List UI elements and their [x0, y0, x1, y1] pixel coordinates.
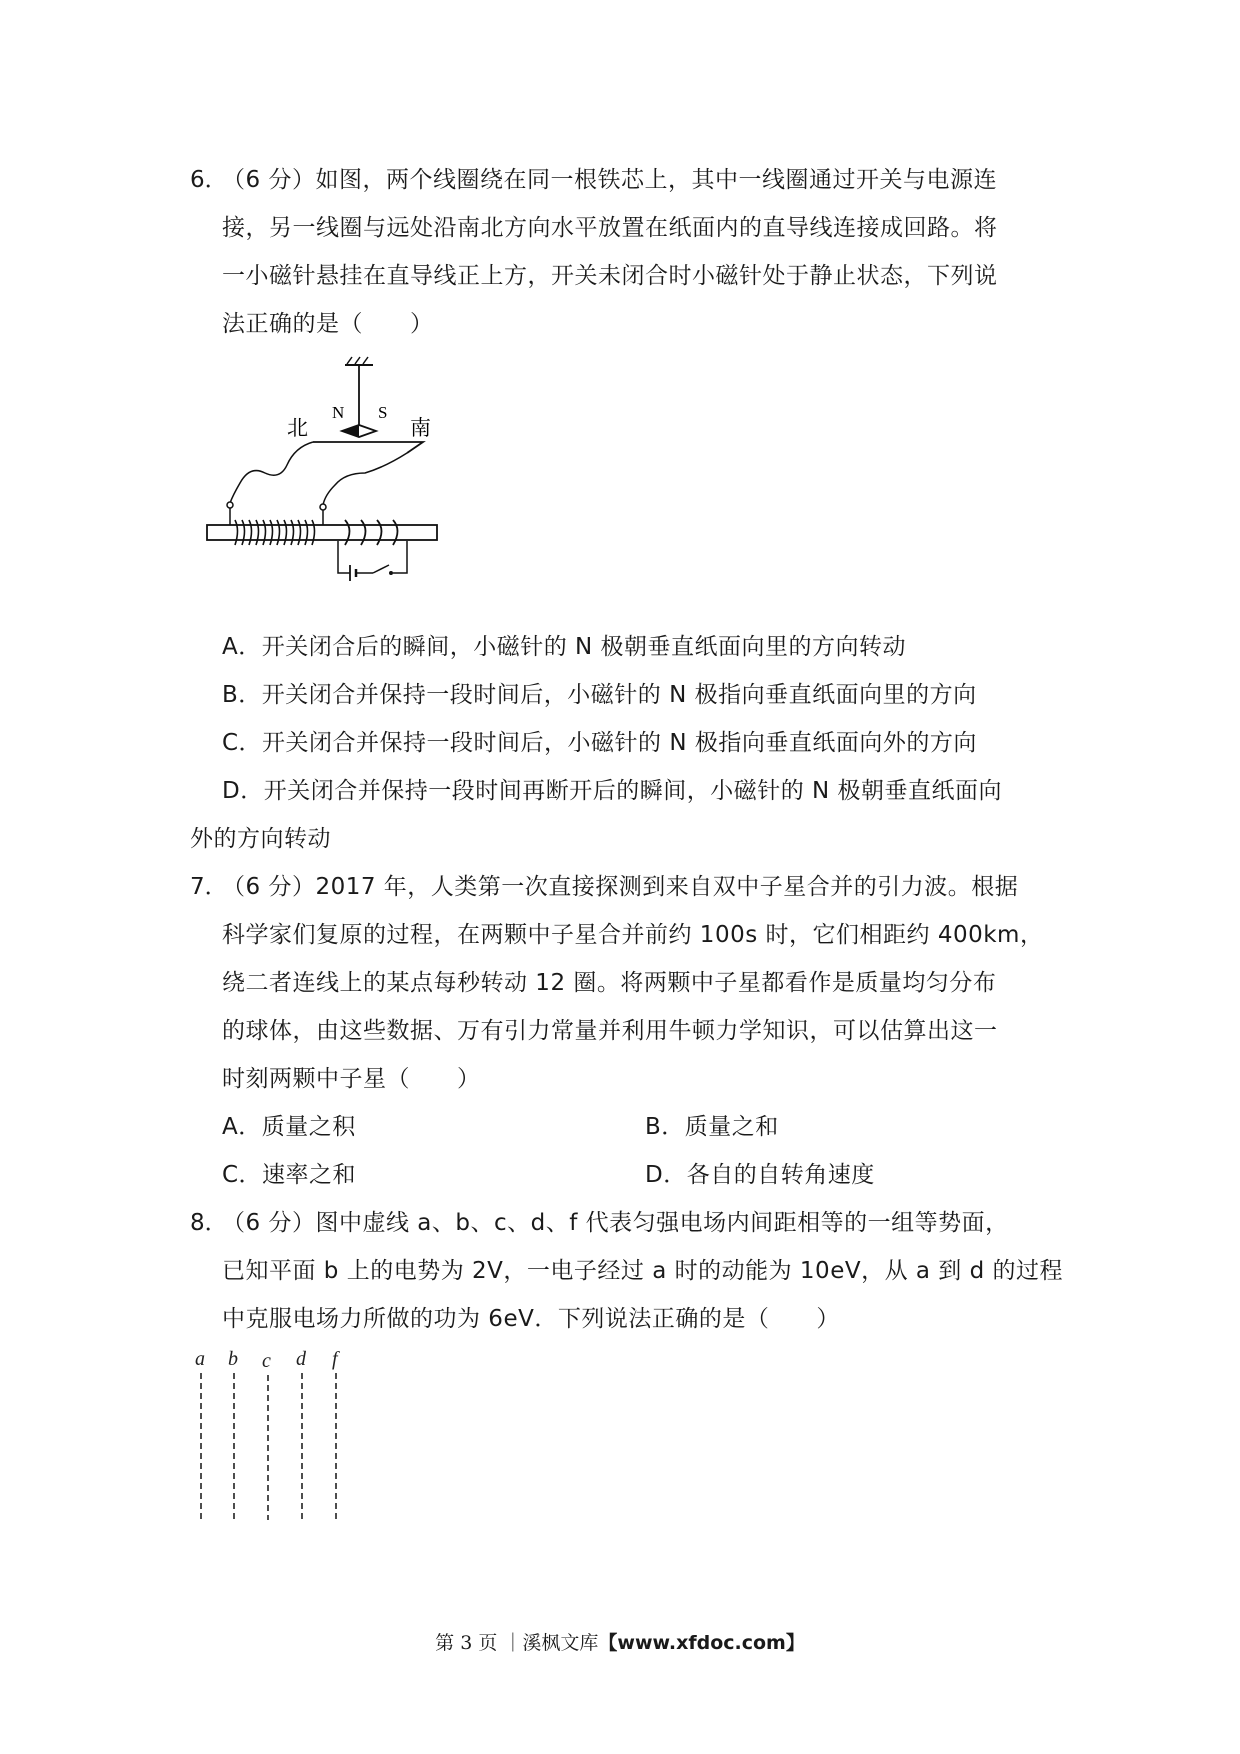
north-label: 北 — [287, 416, 308, 440]
question-text-line: 接，另一线圈与远处沿南北方向水平放置在纸面内的直导线连接成回路。将 — [222, 215, 998, 241]
pole-s-label: S — [378, 403, 388, 422]
question-number: 7． — [190, 874, 228, 900]
option-d-continuation: 外的方向转动 — [190, 826, 331, 852]
option-c: C．开关闭合并保持一段时间后，小磁针的 N 极指向垂直纸面向外的方向 — [222, 730, 977, 756]
footer-separator: ｜ — [503, 1632, 523, 1654]
pole-n-label: N — [332, 403, 345, 422]
option-d: D．各自的自转角速度 — [645, 1162, 875, 1188]
label-a: a — [195, 1348, 205, 1370]
question-text-line: 的球体，由这些数据、万有引力常量并利用牛顿力学知识，可以估算出这一 — [222, 1018, 998, 1044]
option-b: B．质量之和 — [645, 1114, 779, 1140]
question-text-line: 法正确的是（ ） — [222, 311, 434, 337]
label-c: c — [262, 1350, 271, 1372]
south-label: 南 — [410, 416, 431, 440]
question-number: 8． — [190, 1210, 228, 1236]
question-text-line: 时刻两颗中子星（ ） — [222, 1066, 481, 1092]
option-c: C．速率之和 — [222, 1162, 357, 1188]
question-text-line: （6 分）2017 年，人类第一次直接探测到来自双中子星合并的引力波。根据 — [222, 874, 1019, 900]
equipotential-figure — [185, 1345, 355, 1525]
site-name: 溪枫文库 — [522, 1632, 599, 1654]
question-text-line: 中克服电场力所做的功为 6eV．下列说法正确的是（ ） — [222, 1306, 840, 1332]
option-b: B．开关闭合并保持一段时间后，小磁针的 N 极指向垂直纸面向里的方向 — [222, 682, 977, 708]
label-b: b — [228, 1348, 238, 1370]
question-text-line: 一小磁针悬挂在直导线正上方，开关未闭合时小磁针处于静止状态，下列说 — [222, 263, 998, 289]
label-f: f — [332, 1348, 338, 1370]
question-text-line: （6 分）如图，两个线圈绕在同一根铁芯上，其中一线圈通过开关与电源连 — [222, 167, 997, 193]
question-text-line: （6 分）图中虚线 a、b、c、d、f 代表匀强电场内间距相等的一组等势面， — [222, 1210, 1009, 1236]
question-text-line: 已知平面 b 上的电势为 2V，一电子经过 a 时的动能为 10eV，从 a 到 d 的过程 — [222, 1258, 1064, 1284]
label-d: d — [296, 1348, 306, 1370]
site-url: 【www.xfdoc.com】 — [598, 1632, 805, 1654]
question-number: 6． — [190, 167, 228, 193]
coil-circuit-figure — [195, 355, 450, 590]
option-d: D．开关闭合并保持一段时间再断开后的瞬间，小磁针的 N 极朝垂直纸面向 — [222, 778, 1003, 804]
page-footer — [0, 1630, 1240, 1656]
option-a: A．开关闭合后的瞬间，小磁针的 N 极朝垂直纸面向里的方向转动 — [222, 634, 907, 660]
question-text-line: 科学家们复原的过程，在两颗中子星合并前约 100s 时，它们相距约 400km， — [222, 922, 1044, 948]
question-text-line: 绕二者连线上的某点每秒转动 12 圈。将两颗中子星都看作是质量均匀分布 — [222, 970, 997, 996]
page-number: 第 3 页 — [435, 1632, 498, 1654]
option-a: A．质量之积 — [222, 1114, 356, 1140]
